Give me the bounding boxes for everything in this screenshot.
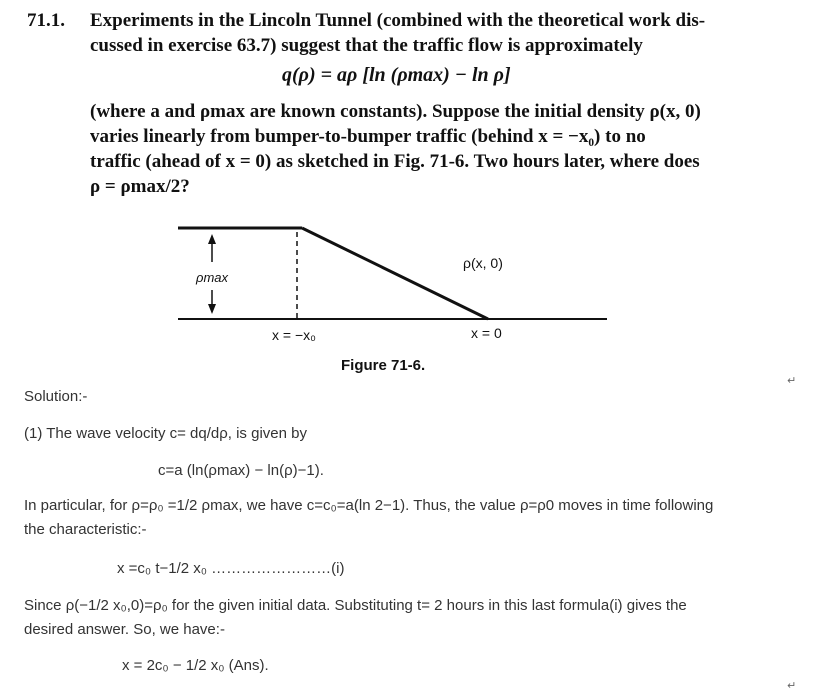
solution-paragraph-1-line-1: In particular, for ρ=ρ₀ =1/2 ρmax, we have c=c₀=a(ln 2−1). Thus, the value ρ=ρ0 moves in time following	[24, 497, 714, 514]
problem-number: 71.1.	[27, 10, 65, 31]
problem-line-1: Experiments in the Lincoln Tunnel (combined with the theoretical work dis-	[90, 10, 706, 31]
curve-label: ρ(x, 0)	[463, 255, 503, 271]
density-ramp	[302, 228, 488, 319]
arrow-down-icon	[208, 304, 216, 314]
solution-heading: Solution:-	[24, 388, 88, 405]
rho-max-label: ρmax	[196, 270, 229, 285]
problem-body-line-1: (where a and ρmax are known constants). Suppose the initial density ρ(x, 0)	[90, 101, 701, 122]
solution-step-1: (1) The wave velocity c= dq/dρ, is given by	[24, 425, 307, 442]
x-zero-label: x = 0	[471, 325, 502, 341]
characteristic-formula: x =c₀ t−1/2 x₀ ……………………(i)	[117, 560, 345, 577]
solution-paragraph-2-line-2: desired answer. So, we have:-	[24, 621, 225, 638]
solution-paragraph-1-line-2: the characteristic:-	[24, 521, 147, 538]
problem-body-line-2: varies linearly from bumper-to-bumper traffic (behind x = −x₀) to no	[90, 126, 646, 147]
flow-equation: q(ρ) = aρ [ln (ρmax) − ln ρ]	[282, 64, 511, 86]
problem-line-2: cussed in exercise 63.7) suggest that the traffic flow is approximately	[90, 35, 643, 56]
solution-paragraph-2-line-1: Since ρ(−1/2 x₀,0)=ρ₀ for the given initial data. Substituting t= 2 hours in this last formula(i) gives the	[24, 597, 687, 614]
wave-velocity-formula: c=a (ln(ρmax) − ln(ρ)−1).	[158, 462, 324, 479]
x-neg-label: x = −x₀	[272, 327, 316, 343]
problem-body-line-3: traffic (ahead of x = 0) as sketched in Fig. 71-6. Two hours later, where does	[90, 151, 700, 172]
paragraph-mark: ↵	[787, 375, 797, 387]
arrow-up-icon	[208, 234, 216, 244]
problem-body-line-4: ρ = ρmax/2?	[90, 176, 190, 197]
figure-caption: Figure 71-6.	[341, 357, 426, 374]
paragraph-mark-end: ↵	[787, 680, 797, 692]
final-answer: x = 2c₀ − 1/2 x₀ (Ans).	[122, 657, 269, 674]
